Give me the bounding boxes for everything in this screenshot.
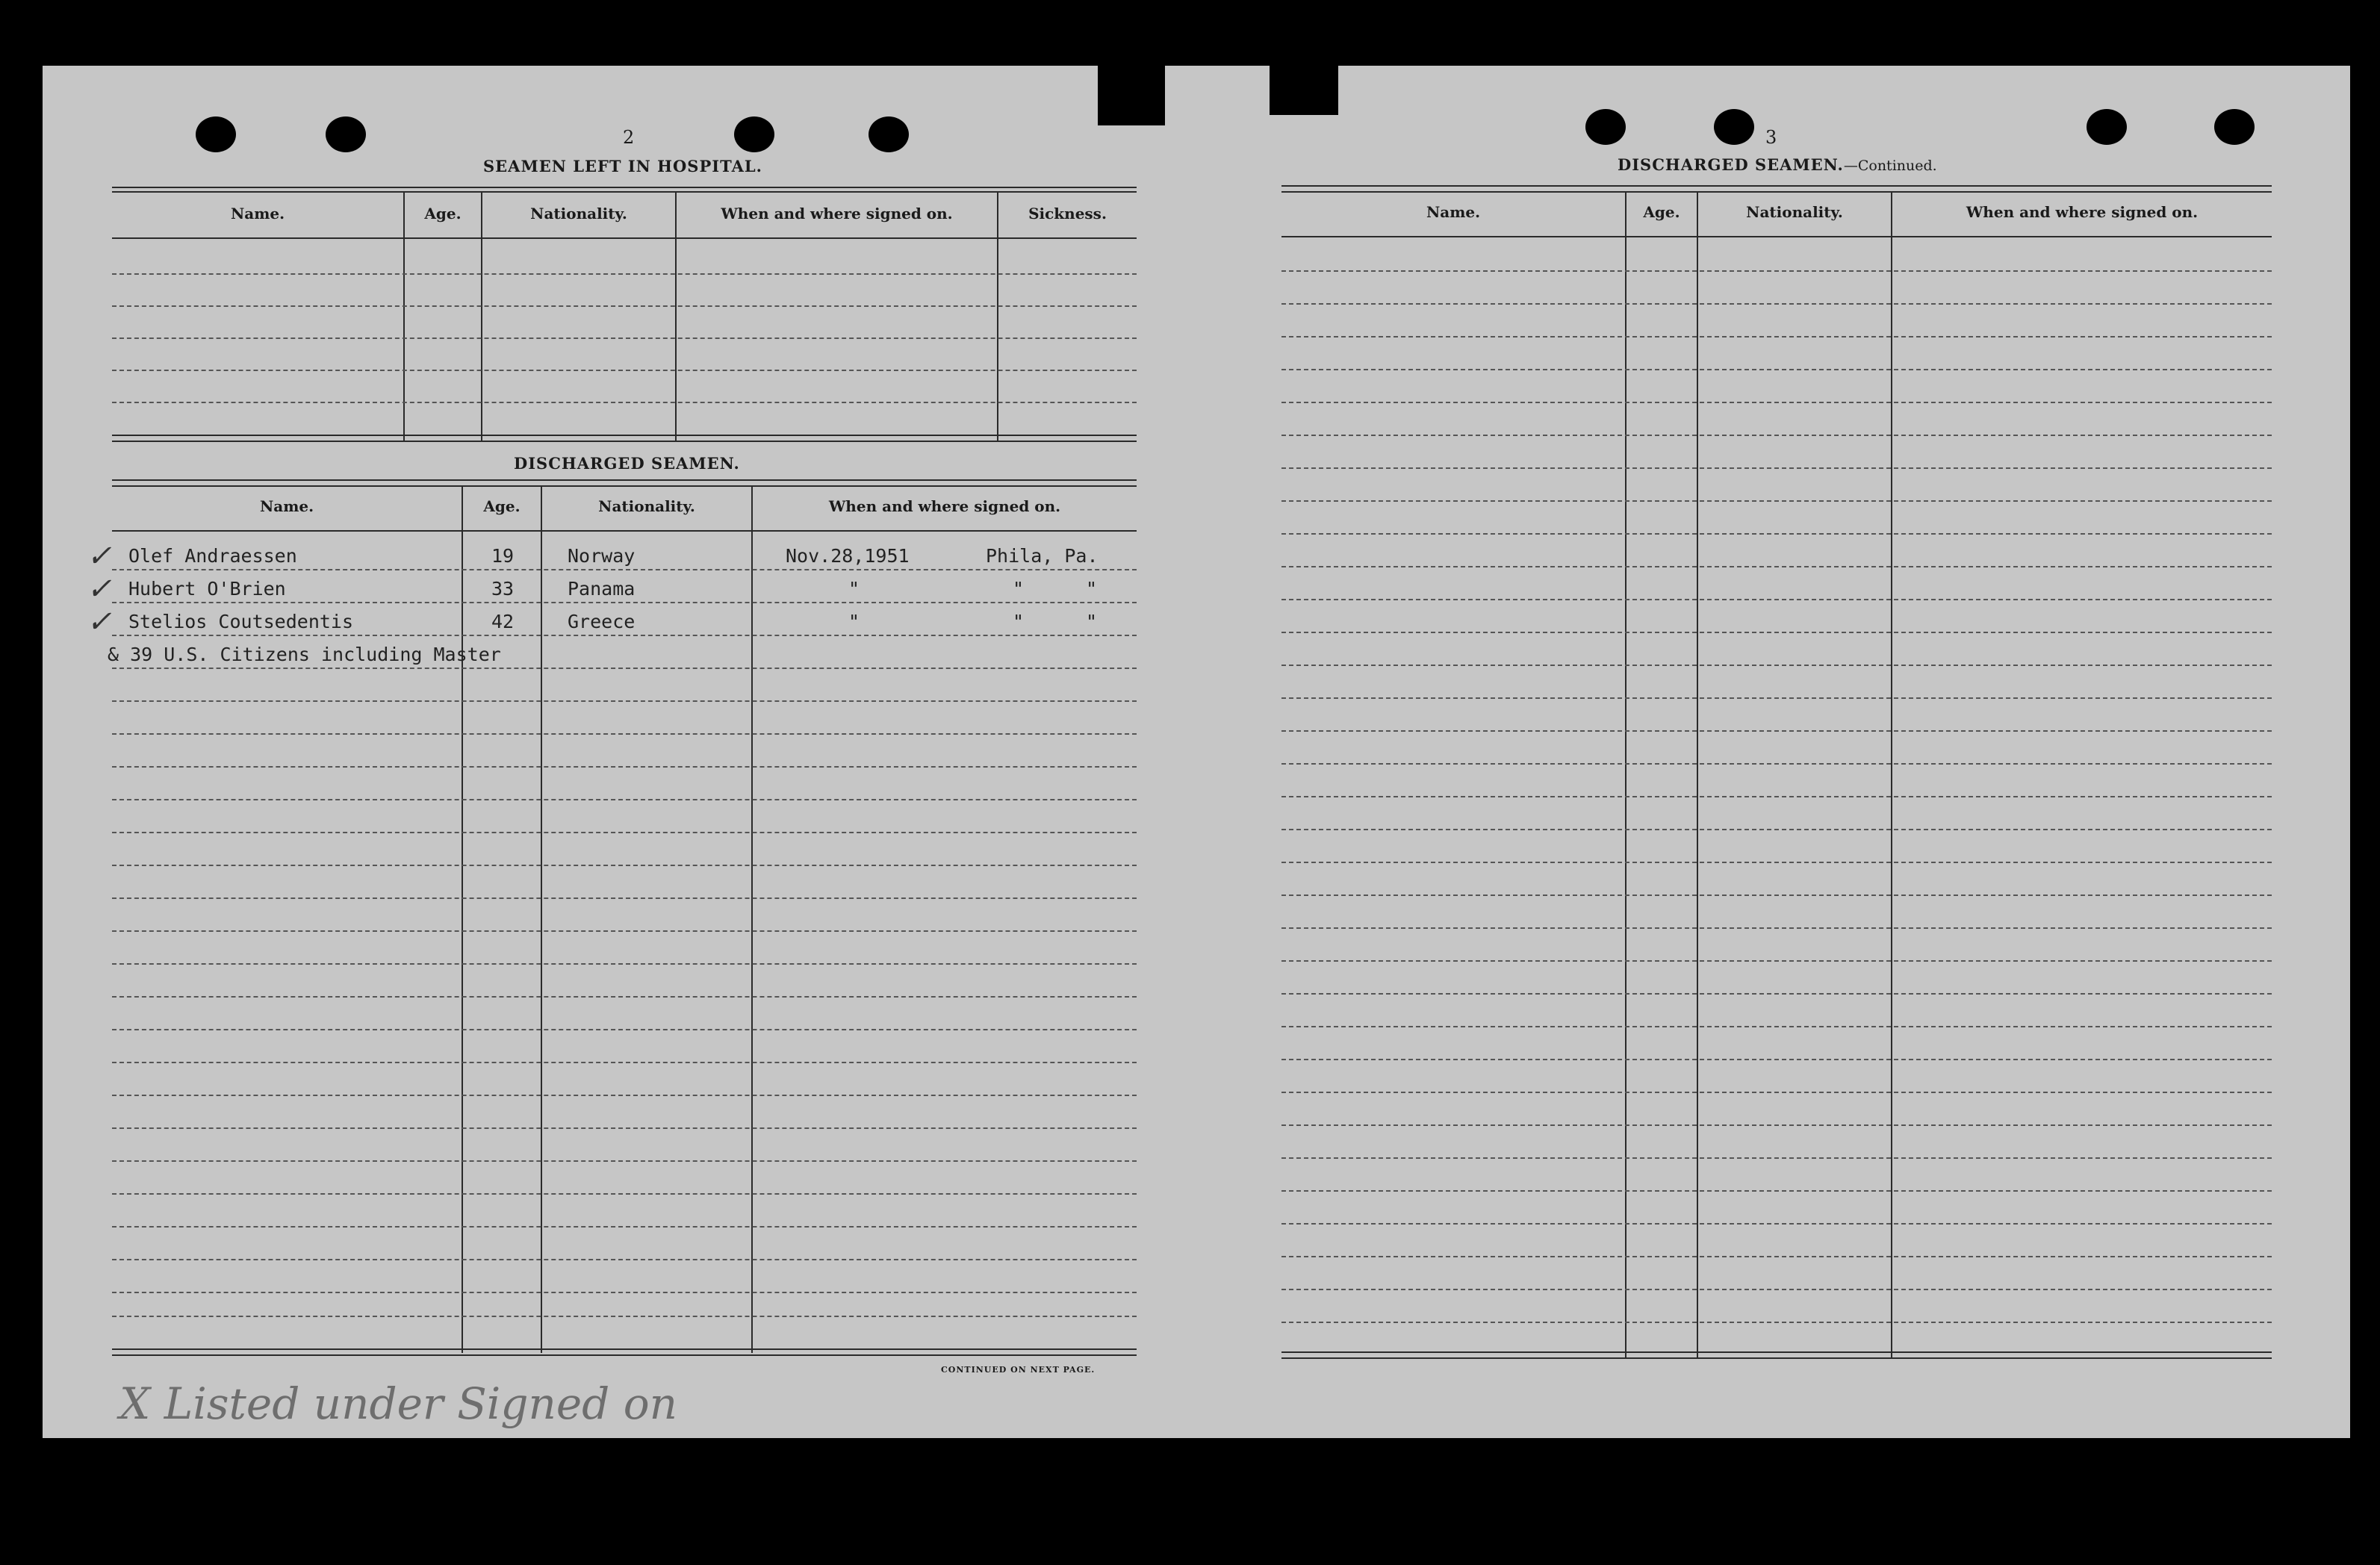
ruled-line (112, 273, 1137, 275)
right-bottom-rule (1281, 1351, 2272, 1353)
seaman-age: 42 (491, 611, 515, 632)
ruled-line (112, 1095, 1137, 1096)
seaman-name: Olef Andraessen (128, 545, 297, 567)
ditto-mark: " (1013, 578, 1025, 600)
ruled-line (1281, 862, 2272, 863)
ruled-line (1281, 829, 2272, 830)
ruled-line (1281, 1223, 2272, 1225)
ruled-line (112, 668, 1137, 669)
hospital-header-age: Age. (424, 205, 462, 223)
signed-on-date: Nov.28,1951 (786, 545, 910, 567)
ruled-line (112, 733, 1137, 735)
ruled-line (1281, 763, 2272, 765)
check-mark: ✓ (87, 539, 112, 573)
ruled-line (1281, 566, 2272, 567)
ruled-line (112, 569, 1137, 570)
punch-hole (2087, 109, 2127, 145)
ruled-line (1281, 665, 2272, 666)
ruled-line (112, 1193, 1137, 1195)
right-page-title (1618, 155, 1937, 174)
seaman-name: Hubert O'Brien (128, 578, 286, 600)
ruled-line (1281, 500, 2272, 502)
ruled-line (1281, 1026, 2272, 1027)
hospital-header-nationality: Nationality. (530, 205, 627, 223)
binding-notch (1270, 66, 1338, 115)
discharged-top-rule (112, 479, 1137, 481)
check-mark: ✓ (87, 605, 112, 639)
ruled-line (1281, 402, 2272, 403)
title-main: DISCHARGED SEAMEN. (1618, 155, 1844, 174)
ruled-line (1281, 697, 2272, 699)
ruled-line (112, 1029, 1137, 1030)
ruled-line (1281, 270, 2272, 272)
hospital-top-rule (112, 191, 1137, 193)
discharged-header-nationality: Nationality. (598, 497, 695, 515)
ruled-line (1281, 1092, 2272, 1093)
hospital-header-signed-on: When and where signed on. (721, 205, 953, 223)
hospital-title: SEAMEN LEFT IN HOSPITAL. (483, 157, 762, 175)
discharged-col-divider (462, 485, 463, 1353)
punch-hole (734, 116, 774, 152)
seaman-name: Stelios Coutsedentis (128, 611, 354, 632)
ruled-line (112, 1160, 1137, 1162)
hospital-col-divider (481, 191, 482, 442)
right-header-nationality: Nationality. (1746, 203, 1843, 221)
seaman-age: 33 (491, 578, 515, 600)
ruled-line (1281, 1289, 2272, 1290)
ruled-line (112, 1259, 1137, 1260)
ruled-line (112, 602, 1137, 603)
ruled-line (112, 996, 1137, 998)
discharged-header-age: Age. (483, 497, 521, 515)
ruled-line (112, 1316, 1137, 1317)
ruled-line (1281, 796, 2272, 797)
ruled-line (112, 700, 1137, 702)
right-header-age: Age. (1643, 203, 1680, 221)
ditto-mark: " (1013, 611, 1025, 632)
hospital-top-rule (112, 187, 1137, 188)
ruled-line (112, 635, 1137, 636)
ruled-line (1281, 632, 2272, 633)
ruled-line (112, 1127, 1137, 1129)
ruled-line (112, 963, 1137, 965)
right-col-divider (1625, 191, 1626, 1357)
discharged-bottom-rule (112, 1348, 1137, 1350)
discharged-bottom-rule (112, 1354, 1137, 1356)
punch-hole (326, 116, 366, 152)
hospital-col-divider (675, 191, 677, 442)
seaman-nationality: Norway (568, 545, 636, 567)
punch-hole (196, 116, 236, 152)
ruled-line (112, 402, 1137, 403)
hospital-header-name: Name. (230, 205, 285, 223)
discharged-header-rule (112, 530, 1137, 532)
discharged-header-name: Name. (259, 497, 314, 515)
ruled-line (1281, 1059, 2272, 1060)
right-col-divider (1697, 191, 1698, 1357)
ruled-line (1281, 1157, 2272, 1159)
right-top-rule (1281, 185, 2272, 187)
right-bottom-rule (1281, 1357, 2272, 1359)
ditto-mark: " (848, 578, 860, 600)
ruled-line (112, 897, 1137, 899)
ruled-line (1281, 336, 2272, 337)
discharged-col-divider (541, 485, 542, 1353)
right-col-divider (1891, 191, 1892, 1357)
ruled-line (112, 832, 1137, 833)
discharged-col-divider (751, 485, 753, 1353)
ruled-line (1281, 533, 2272, 535)
hospital-bottom-rule (112, 441, 1137, 442)
right-header-rule (1281, 236, 2272, 237)
ruled-line (112, 1062, 1137, 1063)
discharged-header-signed-on: When and where signed on. (828, 497, 1061, 515)
ruled-line (1281, 1256, 2272, 1257)
ditto-mark: " (1086, 578, 1098, 600)
ruled-line (1281, 467, 2272, 469)
punch-hole (869, 116, 909, 152)
ruled-line (1281, 894, 2272, 896)
ruled-line (112, 1292, 1137, 1293)
right-header-signed-on: When and where signed on. (1966, 203, 2199, 221)
ruled-line (112, 305, 1137, 307)
ruled-line (112, 799, 1137, 800)
discharged-title: DISCHARGED SEAMEN. (514, 454, 740, 473)
title-continued: —Continued. (1843, 158, 1937, 174)
signed-on-place: Phila, Pa. (986, 545, 1099, 567)
hospital-header-sickness: Sickness. (1028, 205, 1107, 223)
ruled-line (1281, 1322, 2272, 1323)
ditto-mark: " (1086, 611, 1098, 632)
ruled-line (1281, 927, 2272, 929)
ruled-line (1281, 1124, 2272, 1126)
seaman-age: 19 (491, 545, 515, 567)
right-header-name: Name. (1426, 203, 1481, 221)
ruled-line (112, 370, 1137, 371)
ruled-line (112, 337, 1137, 339)
page-number-left: 2 (623, 127, 635, 148)
hospital-col-divider (997, 191, 998, 442)
binding-notch (1098, 66, 1165, 125)
ruled-line (1281, 599, 2272, 600)
ruled-line (112, 1226, 1137, 1228)
hospital-col-divider (403, 191, 405, 442)
punch-hole (2214, 109, 2255, 145)
seaman-nationality: Panama (568, 578, 636, 600)
ruled-line (1281, 730, 2272, 732)
ruled-line (112, 865, 1137, 866)
ruled-line (1281, 960, 2272, 962)
hospital-bottom-rule (112, 435, 1137, 436)
ruled-line (1281, 1190, 2272, 1192)
right-top-rule (1281, 191, 2272, 193)
check-mark: ✓ (87, 572, 112, 606)
seaman-nationality: Greece (568, 611, 636, 632)
page-number-right: 3 (1765, 127, 1777, 148)
discharged-top-rule (112, 485, 1137, 487)
ruled-line (1281, 435, 2272, 436)
handwritten-note: X Listed under Signed on (119, 1378, 678, 1429)
ditto-mark: " (848, 611, 860, 632)
ruled-line (1281, 303, 2272, 305)
ruled-line (112, 930, 1137, 932)
hospital-header-rule (112, 237, 1137, 239)
ruled-line (1281, 993, 2272, 995)
punch-hole (1714, 109, 1754, 145)
citizens-note: & 39 U.S. Citizens including Master (108, 644, 501, 665)
punch-hole (1585, 109, 1626, 145)
continued-note: CONTINUED ON NEXT PAGE. (941, 1365, 1096, 1375)
ruled-line (112, 766, 1137, 768)
ruled-line (1281, 369, 2272, 370)
